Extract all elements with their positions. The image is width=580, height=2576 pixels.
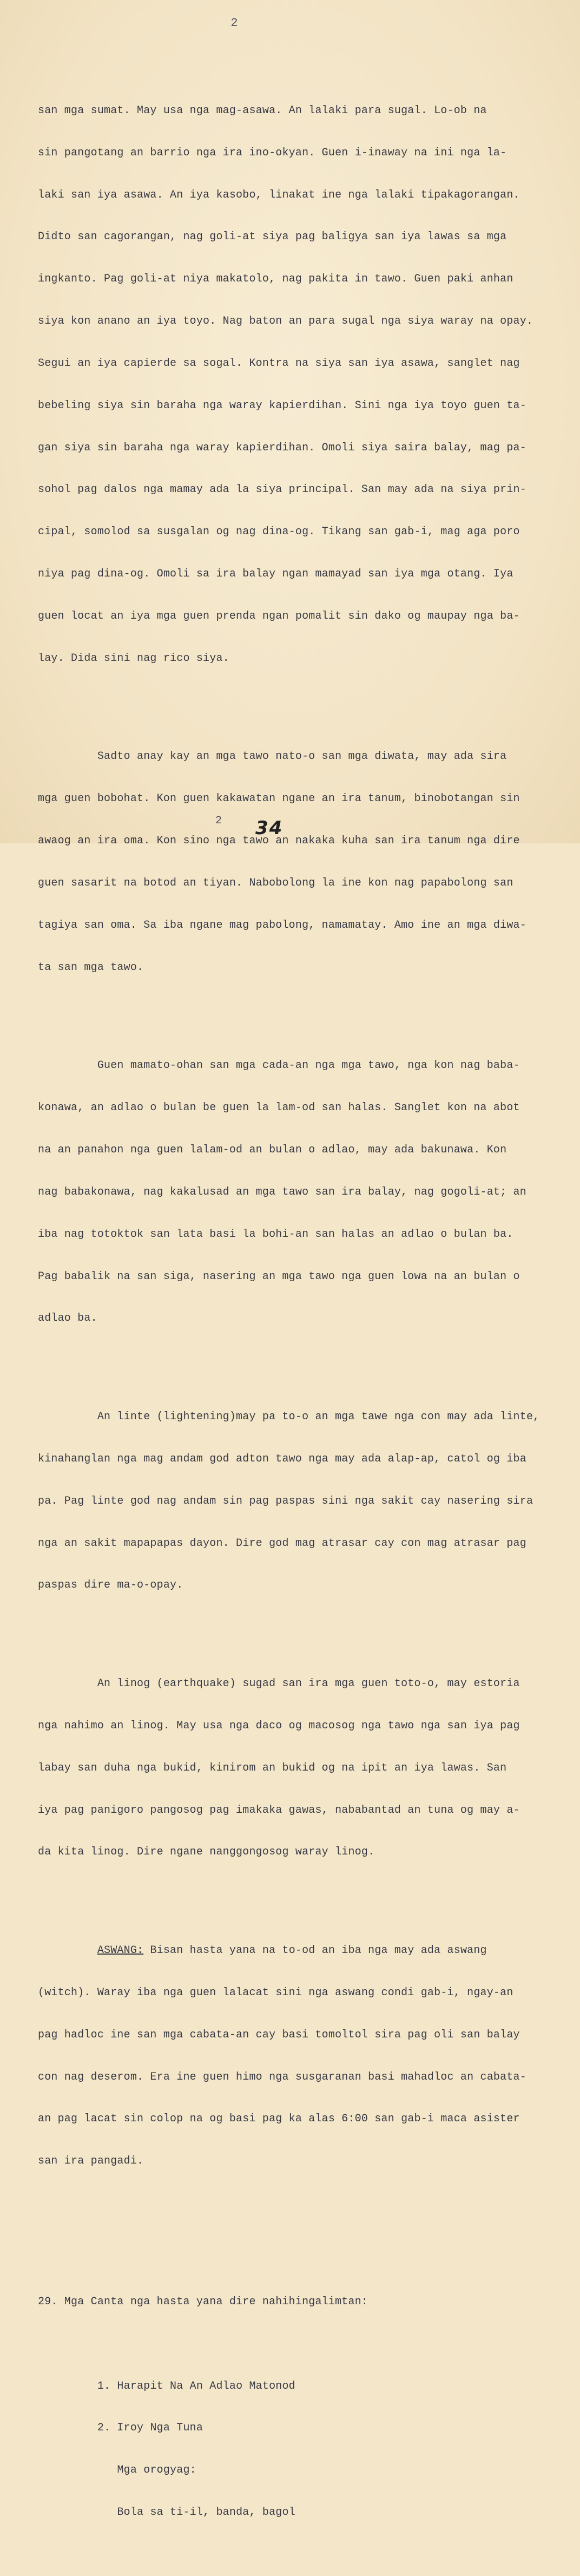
text-line: an pag lacat sin colop na og basi pag ka alas 6:00 san gab-i maca asister [38,2113,520,2126]
text-line: san ira pangadi. [38,2155,144,2168]
paragraph-linog [38,1649,565,1887]
song-item: 1. Harapit Na An Adlao Matonod [97,2380,295,2393]
text-line: laki san iya asawa. An iya kasobo, linakat ine nga lalaki tipakagorangan. [38,188,520,201]
text-line: An linog (earthquake) sugad san ira mga guen toto-o, may estoria [38,1677,520,1690]
text-line: guen sasarit na botod an tiyan. Nabobolong la ine kon nag papabolong san [38,876,513,889]
instruments-label: Mga orogyag: [117,2464,196,2477]
text-line: awaog an ira oma. Kon sino nga tawo an nakaka kuha san ira tanum nga dire [38,835,520,848]
section-29 [38,2267,565,2548]
text-line: iba nag totoktok san lata basi la bohi-an san halas an adlao o bulan ba. [38,1228,513,1241]
text-line: labay san duha nga bukid, kinirom an bukid og na ipit an iya lawas. San [38,1761,507,1774]
aswang-heading: ASWANG: [97,1944,144,1957]
text-line: nga nahimo an linog. May usa nga daco og macosog nga tawo nga san iya pag [38,1719,520,1732]
page-number-top: 2 [230,16,238,30]
text-line: tagiya san oma. Sa iba ngane mag pabolong, namamatay. Amo ine an mga diwa- [38,919,526,932]
text-line: bebeling siya sin baraha nga waray kapierdihan. Sini nga iya toyo guen ta- [38,399,526,412]
text-line [38,1944,565,1958]
text-line: sohol pag dalos nga mamay ada la siya principal. San may ada na siya prin- [38,483,526,496]
text-line: nga an sakit mapapapas dayon. Dire god mag atrasar cay con mag atrasar pag [38,1537,526,1550]
text-line: da kita linog. Dire ngane nanggongosog waray linog. [38,1846,375,1859]
text-line: Guen mamato-ohan san mga cada-an nga mga tawo, nga kon nag baba- [38,1059,520,1072]
text-line: Didto san cagorangan, nag goli-at siya pag baligya san iya lawas sa mga [38,231,507,244]
text-line: ingkanto. Pag goli-at niya makatolo, nag pakita in tawo. Guen paki anhan [38,273,513,286]
section-29-title: 29. Mga Canta nga hasta yana dire nahihingalimtan: [38,2295,368,2308]
text-line: nag babakonawa, nag kakalusad an mga tawo san ira balay, nag gogoli-at; an [38,1185,526,1198]
text-line: na an panahon nga guen lalam-od an bulan o adlao, may ada bakunawa. Kon [38,1144,507,1156]
text-line: lay. Dida sini nag rico siya. [38,652,229,665]
song-item: 2. Iroy Nga Tuna [97,2422,203,2435]
text-line: adlao ba. [38,1312,97,1325]
text-line: pag hadloc ine san mga cabata-an cay basi tomoltol sira pag oli san balay [38,2028,520,2041]
blank-line [38,2337,565,2351]
text-line: konawa, an adlao o bulan be guen la lam-od san halas. Sanglet kon na abot [38,1102,520,1115]
text-line: cipal, somolod sa susgalan og nag dina-og. Tikang san gab-i, mag aga poro [38,526,520,539]
paragraph-aswang [38,1916,565,2197]
document-body [38,48,565,2576]
text-line: guen locat an iya mga guen prenda ngan pomalit sin dako og maupay nga ba- [38,609,520,622]
paragraph-linte [38,1382,565,1621]
text-line: niya pag dina-og. Omoli sa ira balay ngan mamayad san iya mga otang. Iya [38,568,513,581]
text-line: siya kon anano an iya toyo. Nag baton an para sugal nga siya waray na opay. [38,315,533,328]
text-line: gan siya sin baraha nga waray kapierdihan. Omoli siya saira balay, mag pa- [38,441,526,454]
text-line: sin pangotang an barrio nga ira ino-okyan. Guen i-inaway na ini nga la- [38,146,507,159]
instruments-list: Bola sa ti-il, banda, bagol [117,2506,295,2519]
text-line: kinahanglan nga mag andam god adton tawo nga may ada alap-ap, catol og iba [38,1452,526,1465]
handwritten-page-stamp: 34 [255,817,284,839]
text-line: Sadto anay kay an mga tawo nato-o san mga diwata, may ada sira [38,750,507,763]
paragraph-diwata [38,722,565,1003]
text-line: (witch). Waray iba nga guen lalacat sini nga aswang condi gab-i, ngay-an [38,1986,513,1999]
text-line: ta san mga tawo. [38,961,144,974]
text-line: pa. Pag linte god nag andam sin pag paspas sini nga sakit cay nasering sira [38,1495,533,1507]
text-line: paspas dire ma-o-opay. [38,1579,183,1592]
paragraph-bakunawa [38,1031,565,1354]
page-number-bottom: 2 [215,815,222,827]
text-line: An linte (lightening)may pa to-o an mga tawe nga con may ada linte, [38,1411,540,1424]
text-line: Segui an iya capierde sa sogal. Kontra na siya san iya asawa, sanglet nag [38,357,520,370]
text-line: iya pag panigoro pangosog pag imakaka gawas, nababantad an tuna og may a- [38,1804,520,1817]
text-line: san mga sumat. May usa nga mag-asawa. An lalaki para sugal. Lo-ob na [38,104,487,117]
text-line: mga guen bobohat. Kon guen kakawatan ngane an ira tanum, binobotangan sin [38,792,520,805]
text-line: con nag deserom. Era ine guen himo nga susgaranan basi mahadloc an cabata- [38,2070,526,2083]
aswang-first-line: Bisan hasta yana na to-od an iba nga may ada aswang [143,1944,487,1957]
text-line: Pag babalik na san siga, nasering an mga tawo nga guen lowa na an bulan o [38,1270,520,1283]
blank-line [38,2225,565,2239]
paragraph-1 [38,76,565,694]
